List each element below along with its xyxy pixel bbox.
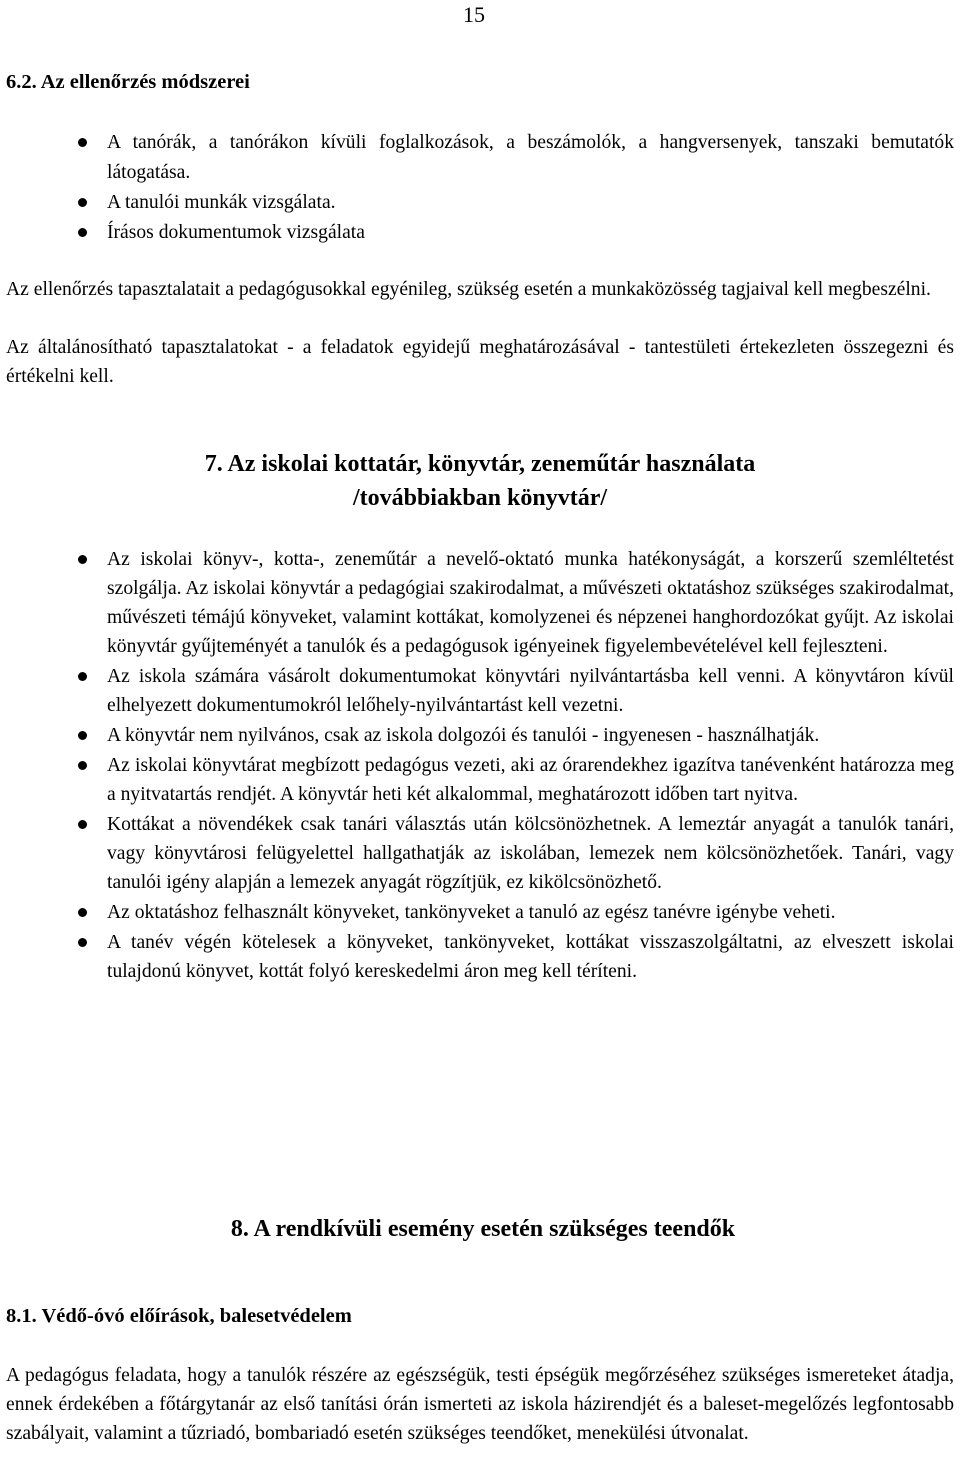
list-item-text: Az oktatáshoz felhasznált könyveket, tankönyveket a tanuló az egész tanévre igénybe veheti. — [107, 902, 836, 923]
section-8-heading: 8. A rendkívüli esemény esetén szükséges teendők — [230, 1216, 736, 1242]
list-item-text: A könyvtár nem nyilvános, csak az iskola dolgozói és tanulói - ingyenesen - használhatják. — [107, 725, 820, 746]
list-item — [0, 751, 960, 809]
list-item — [0, 218, 960, 248]
bullet-icon — [78, 731, 87, 740]
list-item-text: Az iskola számára vásárolt dokumentumokat könyvtári nyilvántartásba kell venni. A könyvtáron kívül elhelyezett dokumentumokról lelőhely-nyilvántartást kell vezetni. — [107, 666, 954, 716]
section-6-2-paragraph-2: Az általánosítható tapasztalatokat - a feladatok egyidejű meghatározásával - tantestületi értekezleten összegezni és értékelni kell. — [6, 337, 954, 387]
list-item-text: A tanulói munkák vizsgálata. — [107, 192, 336, 213]
bullet-icon — [78, 555, 87, 564]
list-item — [0, 128, 960, 188]
list-item-text: A tanórák, a tanórákon kívüli foglalkozások, a beszámolók, a hangversenyek, tanszaki bemutatók látogatása. — [107, 132, 954, 183]
list-item — [0, 810, 960, 897]
bullet-icon — [78, 138, 87, 147]
bullet-icon — [78, 761, 87, 770]
bullet-icon — [78, 672, 87, 681]
section-7-heading-line-1: 7. Az iskolai kottatár, könyvtár, zeneműtár használata — [204, 451, 756, 477]
list-item-text: A tanév végén kötelesek a könyveket, tankönyveket, kottákat visszaszolgáltatni, az elveszett iskolai tulajdonú könyvet, kottát folyó kereskedelmi áron meg kell téríteni. — [107, 932, 954, 982]
section-8-1-heading: 8.1. Védő-óvó előírások, balesetvédelem — [6, 1305, 352, 1327]
list-item-text: Írásos dokumentumok vizsgálata — [107, 222, 365, 243]
list-item — [0, 928, 960, 986]
section-6-2-bullet-list — [0, 128, 960, 248]
list-item — [0, 898, 960, 927]
bullet-icon — [78, 938, 87, 947]
bullet-icon — [78, 228, 87, 237]
list-item-text: Az iskolai könyv-, kotta-, zeneműtár a nevelő-oktató munka hatékonyságát, a korszerű szemléltetést szolgálja. Az iskolai könyvtár a pedagógiai szakirodalmat, a művészeti oktatáshoz szükséges szakirodalmat, művészeti témájú könyveket, valamint kottákat, komolyzenei és népzenei hanghordozókat gyűjt. Az iskolai könyvtár gyűjteményét a tanulók és a pedagógusok igényeinek figyelembevételével kell fejleszteni. — [107, 549, 954, 657]
page-number: 15 — [463, 2, 485, 27]
bullet-icon — [78, 908, 87, 917]
list-item-text: Az iskolai könyvtárat megbízott pedagógus vezeti, aki az órarendekhez igazítva tanévenként határozza meg a nyitvatartás rendjét. A könyvtár heti két alkalommal, meghatározott időben tart nyitva. — [107, 755, 954, 805]
list-item — [0, 721, 960, 750]
bullet-icon — [78, 820, 87, 829]
bullet-icon — [78, 198, 87, 207]
section-6-2-heading: 6.2. Az ellenőrzés módszerei — [6, 71, 250, 93]
list-item — [0, 188, 960, 218]
list-item — [0, 662, 960, 720]
section-6-2-paragraph-1: Az ellenőrzés tapasztalatait a pedagógusokkal egyénileg, szükség esetén a munkaközösség tagjaival kell megbeszélni. — [6, 279, 931, 300]
section-7-bullet-list — [0, 545, 960, 986]
list-item-text: Kottákat a növendékek csak tanári választás után kölcsönözhetnek. A lemeztár anyagát a tanulók tanári, vagy könyvtárosi felügyelettel hallgathatják az iskolában, lemezek nem kölcsönözhetőek. Tanári, vagy tanulói igény alapján a lemezek anyagát rögzítjük, ez kikölcsönözhető. — [107, 814, 954, 893]
section-7-heading-line-2: /továbbiakban könyvtár/ — [352, 485, 608, 511]
list-item — [0, 545, 960, 661]
section-8-1-paragraph: A pedagógus feladata, hogy a tanulók részére az egészségük, testi épségük megőrzéséhez szükséges ismereteket átadja, ennek érdekében a főtárgytanár az első tanítási órán ismerteti az iskola házirendjét és a baleset-megelőzés legfontosabb szabályait, valamint a tűzriadó, bombariadó esetén szükséges teendőket, menekülési útvonalat. — [6, 1365, 954, 1444]
